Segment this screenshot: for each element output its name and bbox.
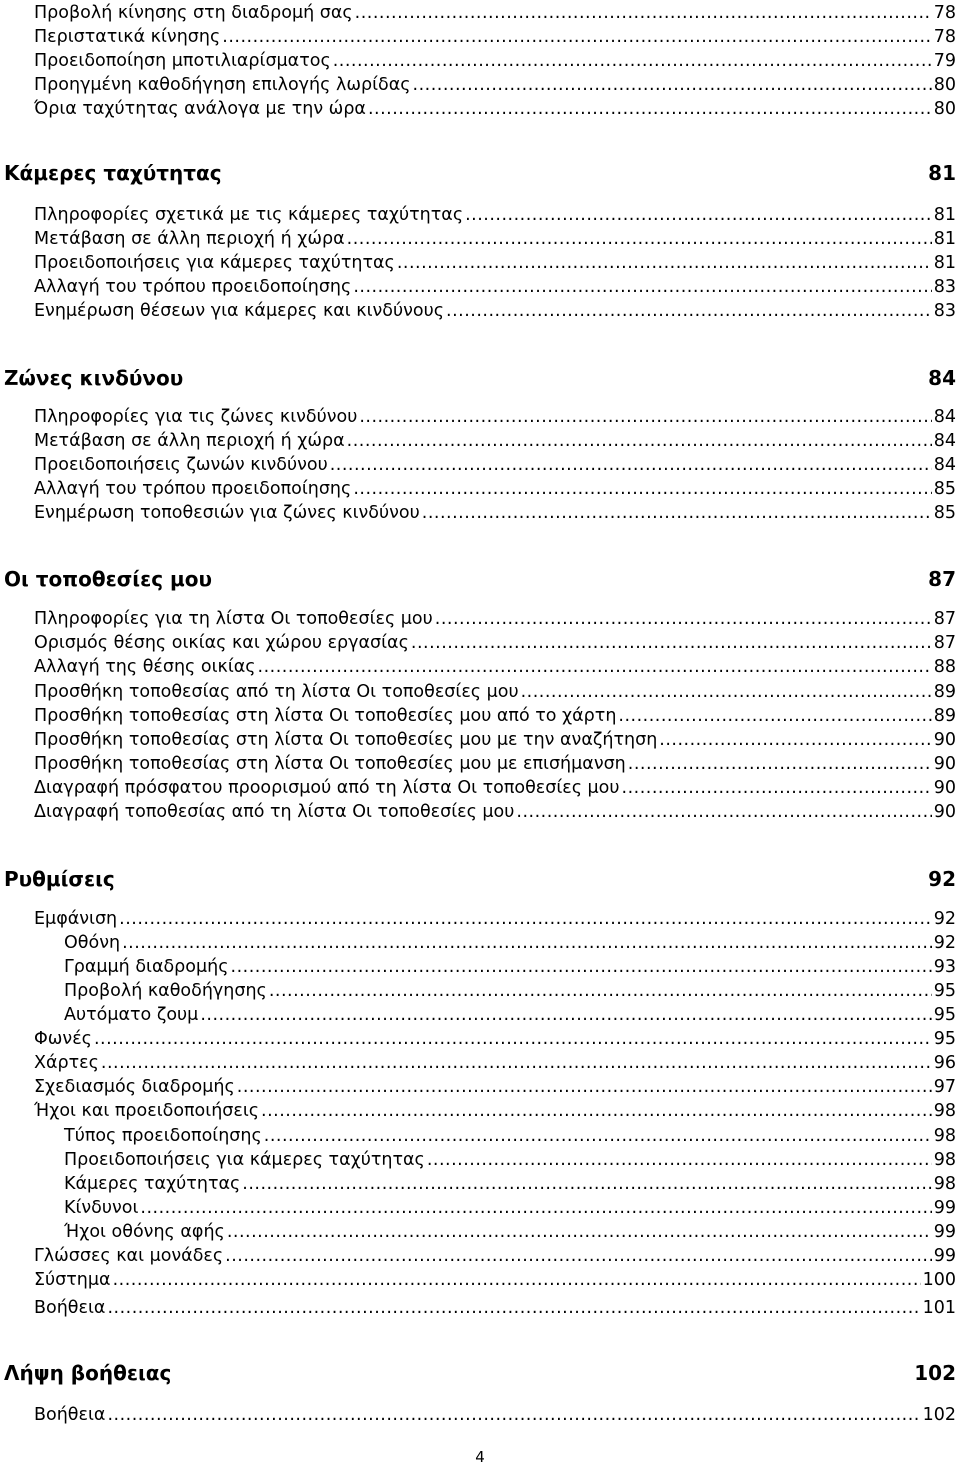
toc-leader-dots bbox=[622, 777, 932, 799]
toc-leader-dots bbox=[140, 1197, 931, 1219]
toc-leader-dots bbox=[435, 608, 932, 630]
toc-page-number: 81 bbox=[928, 161, 956, 185]
toc-entry[interactable] bbox=[34, 777, 956, 799]
toc-entry[interactable] bbox=[34, 1404, 956, 1426]
toc-entry-title: Αλλαγή του τρόπου προειδοποίησης bbox=[34, 479, 352, 499]
toc-page-number: 95 bbox=[933, 981, 956, 1001]
toc-leader-dots bbox=[353, 478, 931, 500]
toc-leader-dots bbox=[659, 729, 931, 751]
toc-entry[interactable] bbox=[64, 932, 956, 954]
toc-entry-title: Πληροφορίες για τη λίστα Οι τοποθεσίες μου bbox=[34, 609, 433, 629]
toc-entry-title: Όρια ταχύτητας ανάλογα με την ώρα bbox=[34, 99, 366, 119]
toc-entry-title: Σύστημα bbox=[34, 1270, 111, 1290]
toc-page-number: 88 bbox=[933, 657, 956, 677]
toc-leader-dots bbox=[628, 753, 932, 775]
toc-page-number: 98 bbox=[933, 1101, 956, 1121]
toc-entry[interactable] bbox=[34, 430, 956, 452]
toc-leader-dots bbox=[359, 406, 931, 428]
toc-chapter-heading[interactable] bbox=[4, 160, 956, 188]
toc-entry[interactable] bbox=[34, 705, 956, 727]
toc-entry[interactable] bbox=[64, 956, 956, 978]
toc-page-number: 96 bbox=[933, 1053, 956, 1073]
toc-page-number: 100 bbox=[922, 1270, 956, 1290]
toc-leader-dots bbox=[427, 1149, 932, 1171]
toc-entry-title: Προειδοποιήσεις για κάμερες ταχύτητας bbox=[34, 253, 395, 273]
toc-leader-dots bbox=[446, 300, 932, 322]
toc-entry[interactable] bbox=[34, 801, 956, 823]
toc-leader-dots bbox=[355, 2, 932, 24]
toc-leader-dots bbox=[368, 98, 932, 120]
toc-page-number: 99 bbox=[933, 1198, 956, 1218]
toc-page-number: 81 bbox=[933, 253, 956, 273]
toc-leader-dots bbox=[231, 956, 932, 978]
toc-entry-title: Κίνδυνοι bbox=[64, 1198, 139, 1218]
toc-leader-dots bbox=[397, 252, 932, 274]
toc-entry-title: Ήχοι οθόνης αφής bbox=[64, 1222, 225, 1242]
toc-entry[interactable] bbox=[34, 1245, 956, 1267]
toc-page-number: 90 bbox=[933, 778, 956, 798]
toc-page-number: 95 bbox=[933, 1029, 956, 1049]
toc-entry[interactable] bbox=[34, 2, 956, 24]
toc-page-number: 99 bbox=[933, 1222, 956, 1242]
toc-entry-title: Προσθήκη τοποθεσίας στη λίστα Οι τοποθεσίες μου με την αναζήτηση bbox=[34, 730, 658, 750]
page-number: 4 bbox=[475, 1448, 485, 1466]
toc-leader-dots bbox=[107, 1404, 920, 1426]
toc-entry-title: Πληροφορίες σχετικά με τις κάμερες ταχύτητας bbox=[34, 205, 464, 225]
toc-entry-title: Προσθήκη τοποθεσίας στη λίστα Οι τοποθεσίες μου από το χάρτη bbox=[34, 706, 617, 726]
toc-entry[interactable] bbox=[64, 1004, 956, 1026]
toc-entry[interactable] bbox=[34, 1028, 956, 1050]
toc-leader-dots bbox=[264, 1125, 932, 1147]
toc-page-number: 78 bbox=[933, 27, 956, 47]
toc-entry[interactable] bbox=[34, 26, 956, 48]
toc-page-number: 99 bbox=[933, 1246, 956, 1266]
toc-entry-title: Μετάβαση σε άλλη περιοχή ή χώρα bbox=[34, 431, 345, 451]
toc-entry[interactable] bbox=[64, 1125, 956, 1147]
toc-entry-title: Λήψη βοήθειας bbox=[4, 1361, 172, 1385]
toc-page-number: 83 bbox=[933, 301, 956, 321]
toc-page-number: 81 bbox=[933, 229, 956, 249]
toc-entry-title: Γλώσσες και μονάδες bbox=[34, 1246, 224, 1266]
toc-entry[interactable] bbox=[34, 1297, 956, 1319]
toc-page-number: 83 bbox=[933, 277, 956, 297]
toc-entry-title: Προηγμένη καθοδήγηση επιλογής λωρίδας bbox=[34, 75, 411, 95]
toc-page-number: 78 bbox=[933, 3, 956, 23]
toc-page-number: 97 bbox=[933, 1077, 956, 1097]
toc-page-number: 84 bbox=[933, 431, 956, 451]
toc-entry-title: Ήχοι και προειδοποιήσεις bbox=[34, 1101, 260, 1121]
toc-leader-dots bbox=[413, 74, 932, 96]
toc-page-number: 93 bbox=[933, 957, 956, 977]
toc-entry-title: Πληροφορίες για τις ζώνες κινδύνου bbox=[34, 407, 358, 427]
toc-entry-title: Χάρτες bbox=[34, 1053, 99, 1073]
toc-leader-dots bbox=[101, 1052, 932, 1074]
toc-entry[interactable] bbox=[34, 454, 956, 476]
toc-entry-title: Σχεδιασμός διαδρομής bbox=[34, 1077, 235, 1097]
toc-leader-dots bbox=[465, 204, 932, 226]
toc-leader-dots bbox=[411, 632, 932, 654]
toc-entry[interactable] bbox=[34, 1076, 956, 1098]
toc-entry-title: Ενημέρωση τοποθεσιών για ζώνες κινδύνου bbox=[34, 503, 420, 523]
toc-leader-dots bbox=[422, 502, 932, 524]
toc-entry-title: Κάμερες ταχύτητας bbox=[4, 161, 222, 185]
toc-chapter-heading[interactable] bbox=[4, 566, 956, 594]
toc-entry[interactable] bbox=[34, 50, 956, 72]
toc-page-number: 92 bbox=[933, 933, 956, 953]
toc-entry[interactable] bbox=[34, 656, 956, 678]
toc-chapter-heading[interactable] bbox=[4, 1360, 956, 1388]
toc-page-number: 95 bbox=[933, 1005, 956, 1025]
toc-entry-title: Προβολή καθοδήγησης bbox=[64, 981, 267, 1001]
toc-leader-dots bbox=[347, 430, 932, 452]
toc-entry[interactable] bbox=[34, 228, 956, 250]
toc-entry[interactable] bbox=[34, 98, 956, 120]
toc-page-number: 87 bbox=[933, 609, 956, 629]
toc-page-number: 85 bbox=[933, 503, 956, 523]
toc-entry[interactable] bbox=[34, 753, 956, 775]
toc-page-number: 101 bbox=[922, 1298, 956, 1318]
toc-chapter-heading[interactable] bbox=[4, 866, 956, 894]
toc-leader-dots bbox=[521, 681, 932, 703]
toc-page-number: 85 bbox=[933, 479, 956, 499]
toc-entry[interactable] bbox=[34, 478, 956, 500]
toc-entry-title: Ορισμός θέσης οικίας και χώρου εργασίας bbox=[34, 633, 409, 653]
toc-entry-title: Προβολή κίνησης στη διαδρομή σας bbox=[34, 3, 353, 23]
toc-leader-dots bbox=[222, 26, 931, 48]
toc-entry-title: Γραμμή διαδρομής bbox=[64, 957, 229, 977]
toc-entry[interactable] bbox=[34, 908, 956, 930]
toc-entry-title: Βοήθεια bbox=[34, 1405, 106, 1425]
toc-leader-dots bbox=[330, 454, 932, 476]
toc-page-number: 90 bbox=[933, 730, 956, 750]
toc-page-number: 90 bbox=[933, 802, 956, 822]
toc-page-number: 89 bbox=[933, 682, 956, 702]
toc-page-number: 102 bbox=[914, 1361, 956, 1385]
toc-entry-title: Διαγραφή πρόσφατου προορισμού από τη λίστα Οι τοποθεσίες μου bbox=[34, 778, 620, 798]
toc-entry[interactable] bbox=[34, 406, 956, 428]
toc-leader-dots bbox=[618, 705, 931, 727]
toc-entry[interactable] bbox=[34, 252, 956, 274]
toc-leader-dots bbox=[113, 1269, 921, 1291]
toc-leader-dots bbox=[333, 50, 932, 72]
toc-entry[interactable] bbox=[64, 1221, 956, 1243]
toc-page-number: 98 bbox=[933, 1174, 956, 1194]
toc-page-number: 92 bbox=[933, 909, 956, 929]
toc-entry-title: Κάμερες ταχύτητας bbox=[64, 1174, 241, 1194]
toc-leader-dots bbox=[242, 1173, 931, 1195]
toc-entry[interactable] bbox=[34, 1100, 956, 1122]
toc-entry[interactable] bbox=[34, 502, 956, 524]
toc-leader-dots bbox=[227, 1221, 932, 1243]
toc-page-number: 84 bbox=[928, 366, 956, 390]
toc-page-number: 92 bbox=[928, 867, 956, 891]
toc-entry[interactable] bbox=[34, 204, 956, 226]
toc-leader-dots bbox=[261, 1100, 932, 1122]
toc-leader-dots bbox=[119, 908, 932, 930]
toc-entry-title: Αλλαγή της θέσης οικίας bbox=[34, 657, 256, 677]
toc-page-number: 98 bbox=[933, 1150, 956, 1170]
toc-leader-dots bbox=[94, 1028, 932, 1050]
toc-entry-title: Βοήθεια bbox=[34, 1298, 106, 1318]
toc-entry-title: Μετάβαση σε άλλη περιοχή ή χώρα bbox=[34, 229, 345, 249]
toc-entry[interactable] bbox=[34, 300, 956, 322]
toc-entry-title: Οι τοποθεσίες μου bbox=[4, 567, 212, 591]
toc-leader-dots bbox=[107, 1297, 920, 1319]
toc-page-number: 89 bbox=[933, 706, 956, 726]
toc-entry-title: Αυτόματο ζουμ bbox=[64, 1005, 199, 1025]
toc-entry-title: Εμφάνιση bbox=[34, 909, 118, 929]
toc-entry[interactable] bbox=[34, 74, 956, 96]
toc-entry[interactable] bbox=[34, 632, 956, 654]
toc-entry-title: Ζώνες κινδύνου bbox=[4, 366, 184, 390]
toc-entry-title: Προειδοποίηση μποτιλιαρίσματος bbox=[34, 51, 331, 71]
toc-entry[interactable] bbox=[34, 276, 956, 298]
toc-entry-title: Ρυθμίσεις bbox=[4, 867, 115, 891]
toc-entry[interactable] bbox=[34, 1269, 956, 1291]
toc-leader-dots bbox=[516, 801, 931, 823]
toc-entry-title: Προσθήκη τοποθεσίας από τη λίστα Οι τοποθεσίες μου bbox=[34, 682, 519, 702]
toc-entry-title: Περιστατικά κίνησης bbox=[34, 27, 221, 47]
toc-entry[interactable] bbox=[64, 980, 956, 1002]
toc-page-number: 87 bbox=[928, 567, 956, 591]
toc-page-number: 87 bbox=[933, 633, 956, 653]
toc-page-number: 90 bbox=[933, 754, 956, 774]
toc-entry[interactable] bbox=[34, 608, 956, 630]
toc-entry-title: Οθόνη bbox=[64, 933, 121, 953]
toc-page-number: 84 bbox=[933, 455, 956, 475]
toc-entry[interactable] bbox=[34, 729, 956, 751]
toc-page-number: 102 bbox=[922, 1405, 956, 1425]
toc-entry-title: Διαγραφή τοποθεσίας από τη λίστα Οι τοποθεσίες μου bbox=[34, 802, 515, 822]
toc-page-number: 80 bbox=[933, 99, 956, 119]
toc-entry[interactable] bbox=[34, 1052, 956, 1074]
toc-entry-title: Προειδοποιήσεις ζωνών κινδύνου bbox=[34, 455, 328, 475]
toc-entry[interactable] bbox=[64, 1197, 956, 1219]
toc-page-number: 98 bbox=[933, 1126, 956, 1146]
toc-entry[interactable] bbox=[34, 681, 956, 703]
toc-leader-dots bbox=[353, 276, 931, 298]
toc-entry[interactable] bbox=[64, 1149, 956, 1171]
toc-leader-dots bbox=[258, 656, 932, 678]
toc-leader-dots bbox=[237, 1076, 932, 1098]
toc-entry-title: Φωνές bbox=[34, 1029, 92, 1049]
toc-page-number: 79 bbox=[933, 51, 956, 71]
toc-leader-dots bbox=[200, 1004, 931, 1026]
toc-entry[interactable] bbox=[64, 1173, 956, 1195]
toc-leader-dots bbox=[225, 1245, 932, 1267]
toc-page-number: 81 bbox=[933, 205, 956, 225]
toc-page-number: 80 bbox=[933, 75, 956, 95]
toc-chapter-heading[interactable] bbox=[4, 365, 956, 393]
toc-entry-title: Προσθήκη τοποθεσίας στη λίστα Οι τοποθεσίες μου με επισήμανση bbox=[34, 754, 626, 774]
toc-leader-dots bbox=[122, 932, 932, 954]
toc-leader-dots bbox=[269, 980, 932, 1002]
toc-entry-title: Προειδοποιήσεις για κάμερες ταχύτητας bbox=[64, 1150, 425, 1170]
toc-page-number: 84 bbox=[933, 407, 956, 427]
toc-entry-title: Ενημέρωση θέσεων για κάμερες και κινδύνους bbox=[34, 301, 445, 321]
toc-entry-title: Αλλαγή του τρόπου προειδοποίησης bbox=[34, 277, 352, 297]
toc-leader-dots bbox=[347, 228, 932, 250]
toc-entry-title: Τύπος προειδοποίησης bbox=[64, 1126, 262, 1146]
